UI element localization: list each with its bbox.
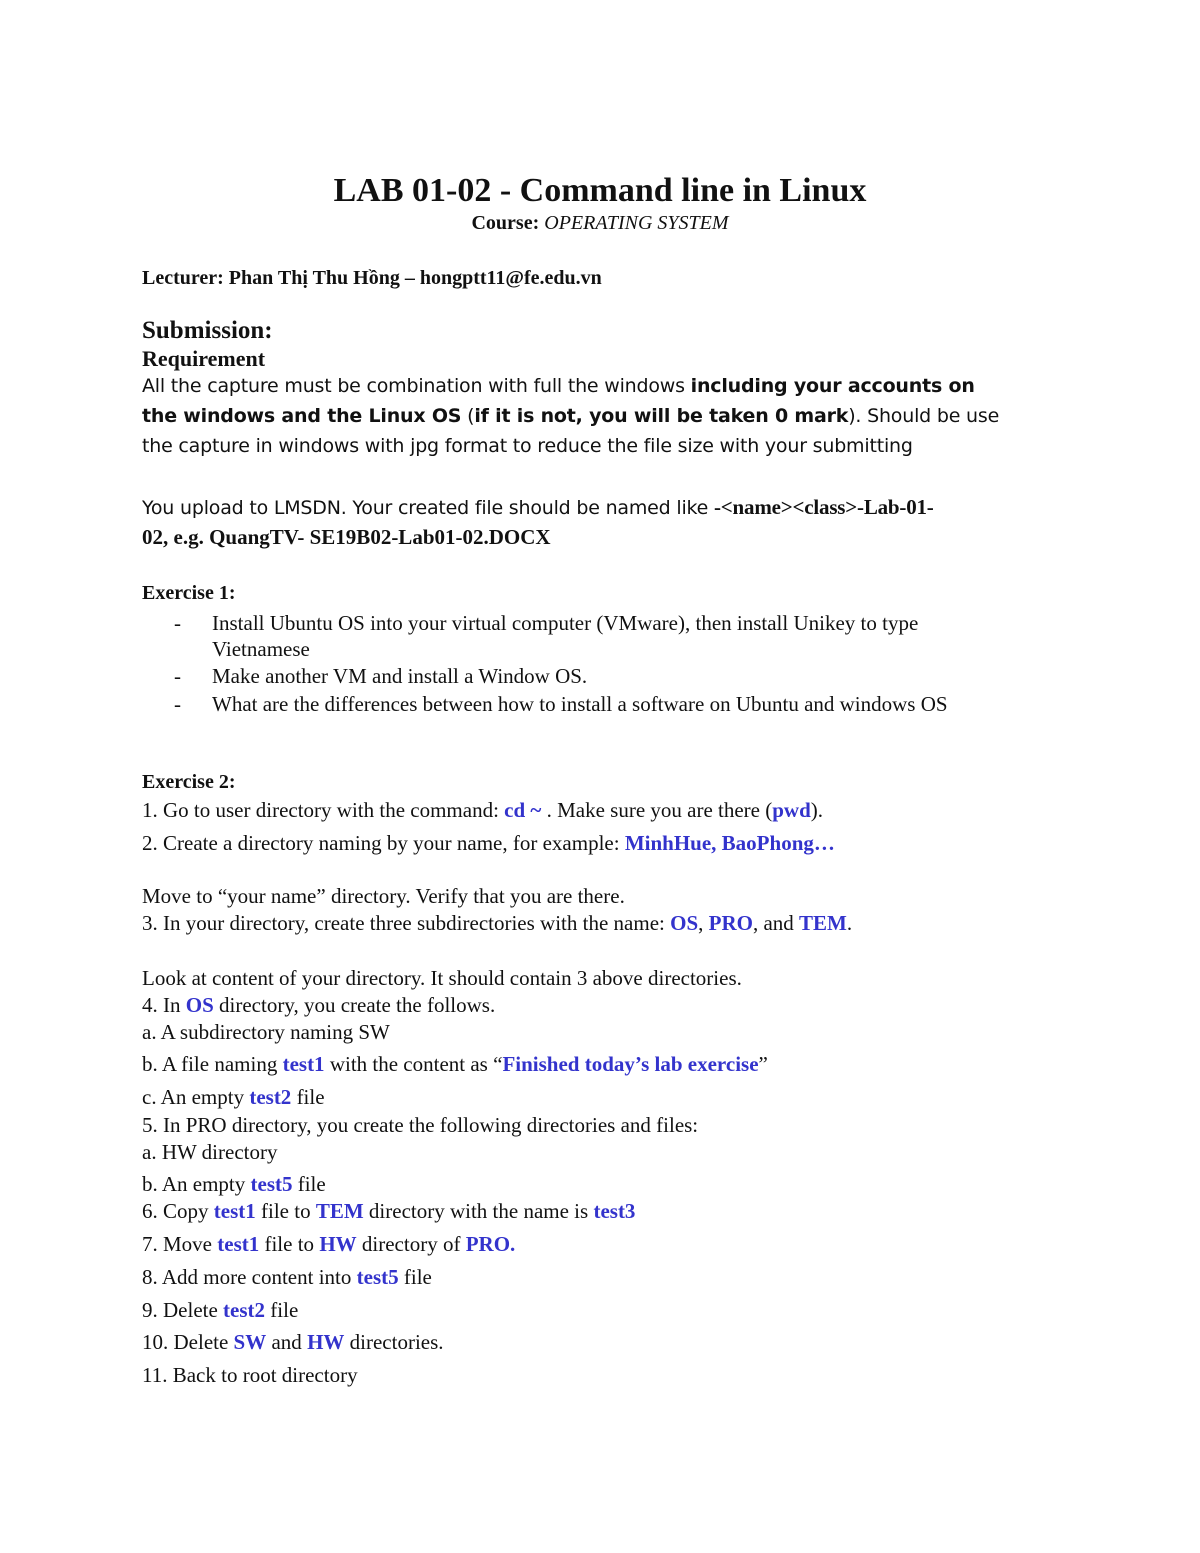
text-run: 2. Create a directory naming by your name, for example: xyxy=(142,831,625,855)
step-11: 11. Back to root directory xyxy=(142,1363,358,1387)
text-run: file to xyxy=(259,1232,320,1256)
text-run: file xyxy=(265,1298,299,1322)
text-run: You upload to LMSDN. Your created file should be named like xyxy=(142,497,714,519)
exercise-1-item: Make another VM and install a Window OS. xyxy=(212,664,588,688)
step-4b xyxy=(142,1054,768,1075)
text-run: b. An empty xyxy=(142,1172,251,1196)
text-run: with the content as “ xyxy=(324,1052,503,1076)
file-content: Finished today’s lab exercise xyxy=(502,1052,759,1076)
file-test2: test2 xyxy=(249,1085,292,1109)
move-instruction: Move to “your name” directory. Verify that you are there. xyxy=(142,884,625,908)
upload-line-1 xyxy=(142,497,934,518)
file-test5: test5 xyxy=(250,1172,293,1196)
text-run: , and xyxy=(752,911,800,935)
step-8 xyxy=(142,1267,432,1288)
course-label: Course: xyxy=(471,212,540,234)
text-run: file xyxy=(292,1172,326,1196)
step-9 xyxy=(142,1300,298,1321)
dir-pro: PRO xyxy=(708,911,753,935)
text-run: 7. Move xyxy=(142,1232,218,1256)
text-run: ( xyxy=(461,405,475,427)
command-pwd: pwd xyxy=(772,798,811,822)
course-name: OPERATING SYSTEM xyxy=(544,212,729,234)
step-5: 5. In PRO directory, you create the following directories and files: xyxy=(142,1113,699,1137)
step-10 xyxy=(142,1332,444,1353)
text-run: file xyxy=(398,1265,432,1289)
text-run: 6. Copy xyxy=(142,1199,214,1223)
text-run: 9. Delete xyxy=(142,1298,224,1322)
requirement-heading: Requirement xyxy=(142,346,266,371)
text-run: . Make sure you are there ( xyxy=(541,798,773,822)
text-run: directory with the name is xyxy=(363,1199,594,1223)
command-cd: cd ~ xyxy=(504,798,542,822)
text-run: file to xyxy=(255,1199,316,1223)
text-run: ). xyxy=(810,798,824,822)
text-run: ). Should be use xyxy=(848,405,1000,427)
upload-line-2: 02, e.g. QuangTV- SE19B02-Lab01-02.DOCX xyxy=(142,525,551,549)
dir-os: OS xyxy=(670,911,699,935)
lecturer-line: Lecturer: Phan Thị Thu Hồng – hongptt11@fe.edu.vn xyxy=(142,267,602,289)
text-run: , xyxy=(698,911,709,935)
text-run: b. A file naming xyxy=(142,1052,283,1076)
bullet-dash: - xyxy=(174,611,181,635)
exercise-1-item-continuation: Vietnamese xyxy=(212,637,310,661)
step-4a: a. A subdirectory naming SW xyxy=(142,1020,390,1044)
file-test1: test1 xyxy=(217,1232,260,1256)
example-names: MinhHue, BaoPhong… xyxy=(624,831,835,855)
step-1 xyxy=(142,800,823,821)
look-instruction: Look at content of your directory. It should contain 3 above directories. xyxy=(142,966,742,990)
text-run: All the capture must be combination with full the windows xyxy=(142,375,691,397)
file-test1: test1 xyxy=(282,1052,325,1076)
dir-hw: HW xyxy=(319,1232,357,1256)
course-line xyxy=(0,212,1200,235)
step-7 xyxy=(142,1234,515,1255)
file-test1: test1 xyxy=(213,1199,256,1223)
text-run: ” xyxy=(758,1052,768,1076)
requirement-line-3: the capture in windows with jpg format to reduce the file size with your submitting xyxy=(142,435,913,457)
exercise-1-heading: Exercise 1: xyxy=(142,582,236,604)
bold-run: including your accounts on xyxy=(690,375,975,397)
exercise-1-item: Install Ubuntu OS into your virtual computer (VMware), then install Unikey to type xyxy=(212,611,919,635)
dir-hw: HW xyxy=(307,1330,345,1354)
dir-tem: TEM xyxy=(315,1199,364,1223)
page-title: LAB 01-02 - Command line in Linux xyxy=(333,172,867,209)
requirement-line-2 xyxy=(142,407,999,426)
step-2 xyxy=(142,833,835,854)
text-run: directories. xyxy=(344,1330,444,1354)
step-4 xyxy=(142,995,495,1016)
text-run: . xyxy=(846,911,853,935)
bold-run: if it is not, you will be taken 0 mark xyxy=(474,405,849,427)
bullet-dash: - xyxy=(174,664,181,688)
dir-sw: SW xyxy=(233,1330,267,1354)
text-run: directory of xyxy=(356,1232,466,1256)
file-test5: test5 xyxy=(356,1265,399,1289)
text-run: 1. Go to user directory with the command: xyxy=(142,798,505,822)
step-4c xyxy=(142,1087,325,1108)
step-5a: a. HW directory xyxy=(142,1140,278,1164)
dir-tem: TEM xyxy=(799,911,847,935)
text-run: 10. Delete xyxy=(142,1330,234,1354)
text-run: 3. In your directory, create three subdirectories with the name: xyxy=(142,911,671,935)
text-run: and xyxy=(266,1330,308,1354)
bold-run: -<name><class>-Lab-01- xyxy=(713,495,934,519)
dir-os: OS xyxy=(185,993,214,1017)
step-5b xyxy=(142,1174,326,1195)
exercise-1-item: What are the differences between how to install a software on Ubuntu and windows OS xyxy=(212,692,948,716)
file-test3: test3 xyxy=(593,1199,636,1223)
step-6 xyxy=(142,1201,635,1222)
bold-run: the windows and the Linux OS xyxy=(142,405,462,427)
dir-pro: PRO. xyxy=(465,1232,516,1256)
exercise-2-heading: Exercise 2: xyxy=(142,771,236,793)
text-run: 8. Add more content into xyxy=(142,1265,357,1289)
submission-heading: Submission: xyxy=(142,317,273,344)
text-run: 4. In xyxy=(142,993,186,1017)
text-run: directory, you create the follows. xyxy=(213,993,496,1017)
text-run: file xyxy=(291,1085,325,1109)
file-test2: test2 xyxy=(223,1298,266,1322)
bullet-dash: - xyxy=(174,692,181,716)
requirement-line-1 xyxy=(142,377,975,396)
step-3 xyxy=(142,913,852,934)
text-run: c. An empty xyxy=(142,1085,250,1109)
